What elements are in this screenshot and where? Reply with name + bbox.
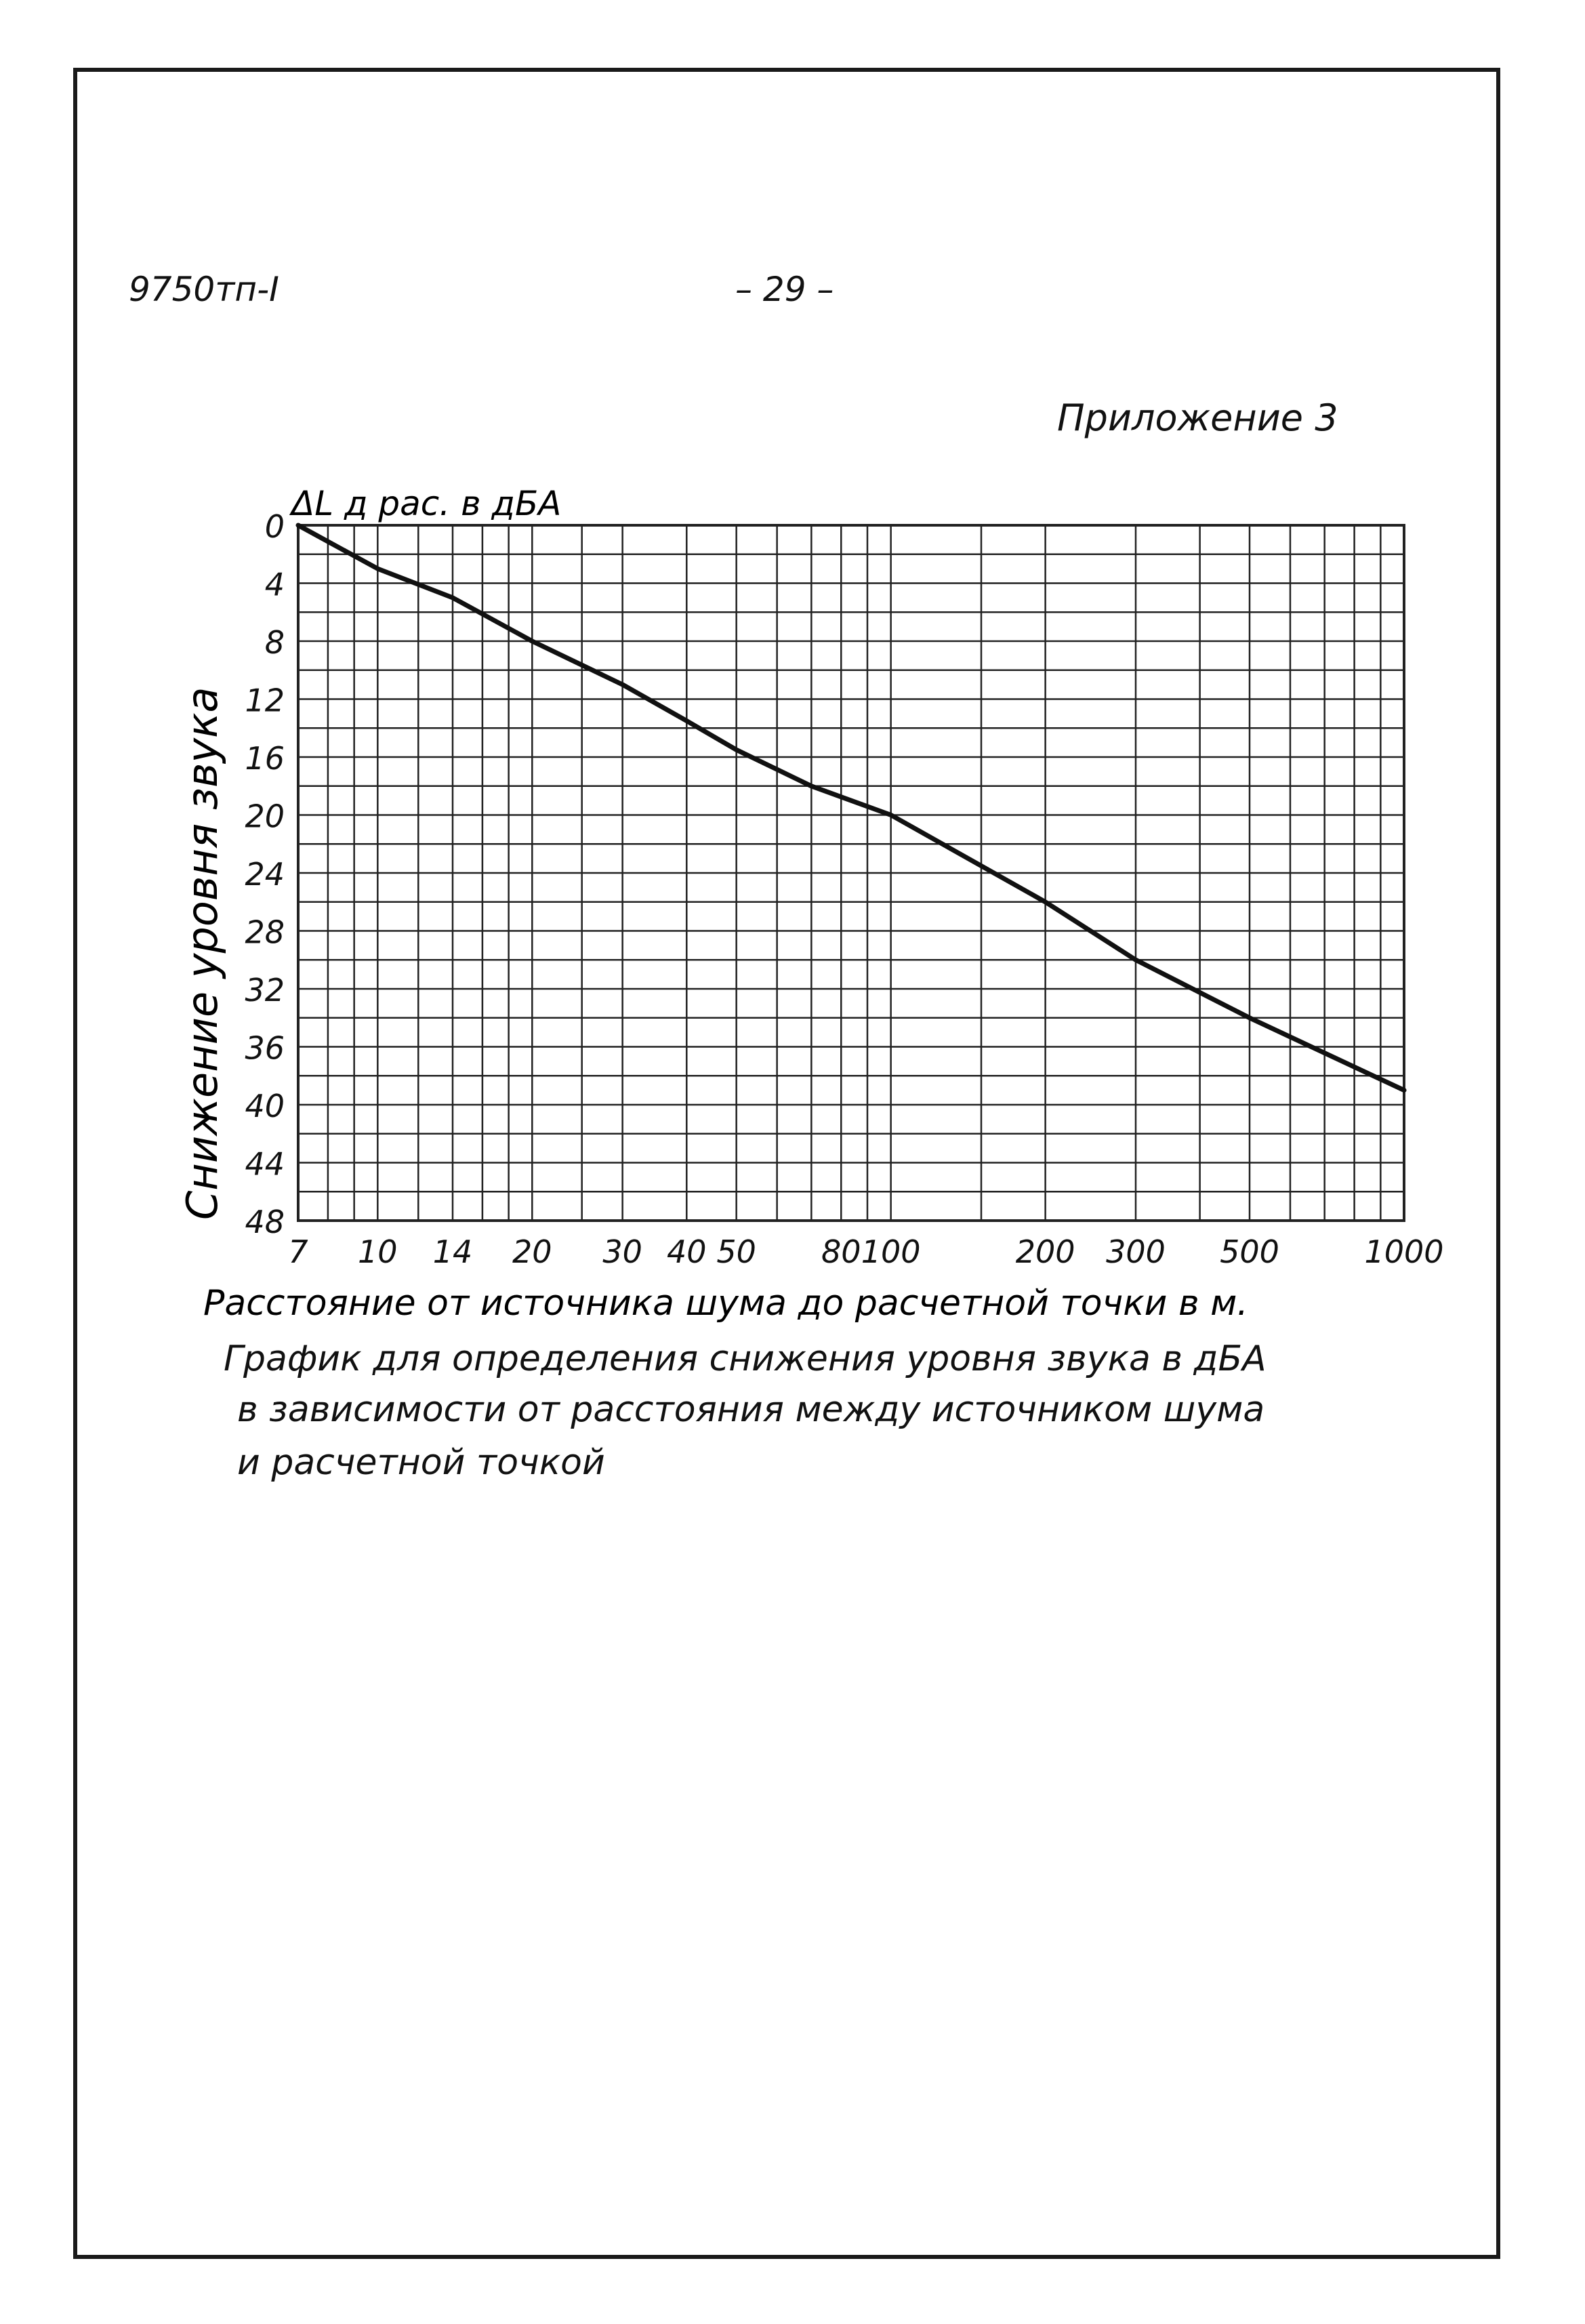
series-layer: [296, 523, 1406, 1093]
caption-line-1: График для определения снижения уровня звука в дБА: [224, 1339, 1267, 1379]
y-axis-unit-label: ΔL д рас. в дБА: [291, 484, 562, 523]
data-point: [1248, 1016, 1252, 1020]
data-point: [1402, 1088, 1406, 1093]
data-point: [1134, 958, 1138, 962]
x-tick-label: 20: [512, 1234, 552, 1270]
y-tick-label: 0: [264, 508, 285, 545]
data-point: [735, 748, 739, 752]
x-tick-label: 200: [1015, 1234, 1075, 1270]
data-point: [889, 813, 893, 817]
x-tick-labels: [288, 1234, 1443, 1270]
document-code: 9750тп-I: [129, 270, 279, 309]
page-number: – 29 –: [735, 270, 834, 309]
chart-grid: [298, 525, 1404, 1221]
x-tick-label: 7: [288, 1234, 308, 1270]
y-tick-labels: [245, 508, 285, 1240]
data-point: [1044, 900, 1048, 904]
y-tick-label: 16: [245, 740, 285, 777]
x-tick-label: 40: [667, 1234, 707, 1270]
y-tick-label: 12: [245, 682, 285, 719]
y-tick-label: 36: [245, 1030, 285, 1067]
x-tick-label: 1000: [1364, 1234, 1444, 1270]
x-tick-label: 50: [716, 1234, 756, 1270]
x-tick-label: 100: [861, 1234, 921, 1270]
x-tick-label: 500: [1220, 1234, 1279, 1270]
x-tick-label: 10: [358, 1234, 398, 1270]
data-point: [530, 639, 534, 643]
x-tick-label: 30: [602, 1234, 642, 1270]
y-tick-label: 8: [264, 624, 285, 661]
caption-line-3: и расчетной точкой: [237, 1442, 605, 1483]
x-axis-label: Расстояние от источника шума до расчетной точки в м.: [203, 1283, 1248, 1324]
y-tick-label: 40: [245, 1088, 285, 1124]
data-point: [296, 523, 300, 527]
y-tick-label: 48: [245, 1204, 285, 1240]
data-point: [375, 567, 379, 571]
y-tick-label: 32: [245, 972, 285, 1008]
x-tick-label: 80: [821, 1234, 861, 1270]
y-axis-label: Снижение уровня звука: [178, 687, 227, 1220]
data-point: [621, 682, 625, 687]
y-tick-label: 20: [245, 798, 285, 835]
x-tick-label: 14: [432, 1234, 473, 1270]
data-point: [451, 596, 455, 600]
caption-line-2: в зависимости от расстояния между источником шума: [237, 1389, 1265, 1430]
y-tick-label: 4: [264, 566, 285, 603]
series-line: [298, 525, 1404, 1090]
data-point: [684, 719, 688, 723]
appendix-label: Приложение 3: [1057, 396, 1338, 439]
data-point: [809, 784, 813, 788]
x-tick-label: 300: [1106, 1234, 1166, 1270]
y-tick-label: 44: [245, 1145, 285, 1183]
y-tick-label: 24: [245, 856, 285, 893]
y-tick-label: 28: [245, 914, 285, 951]
